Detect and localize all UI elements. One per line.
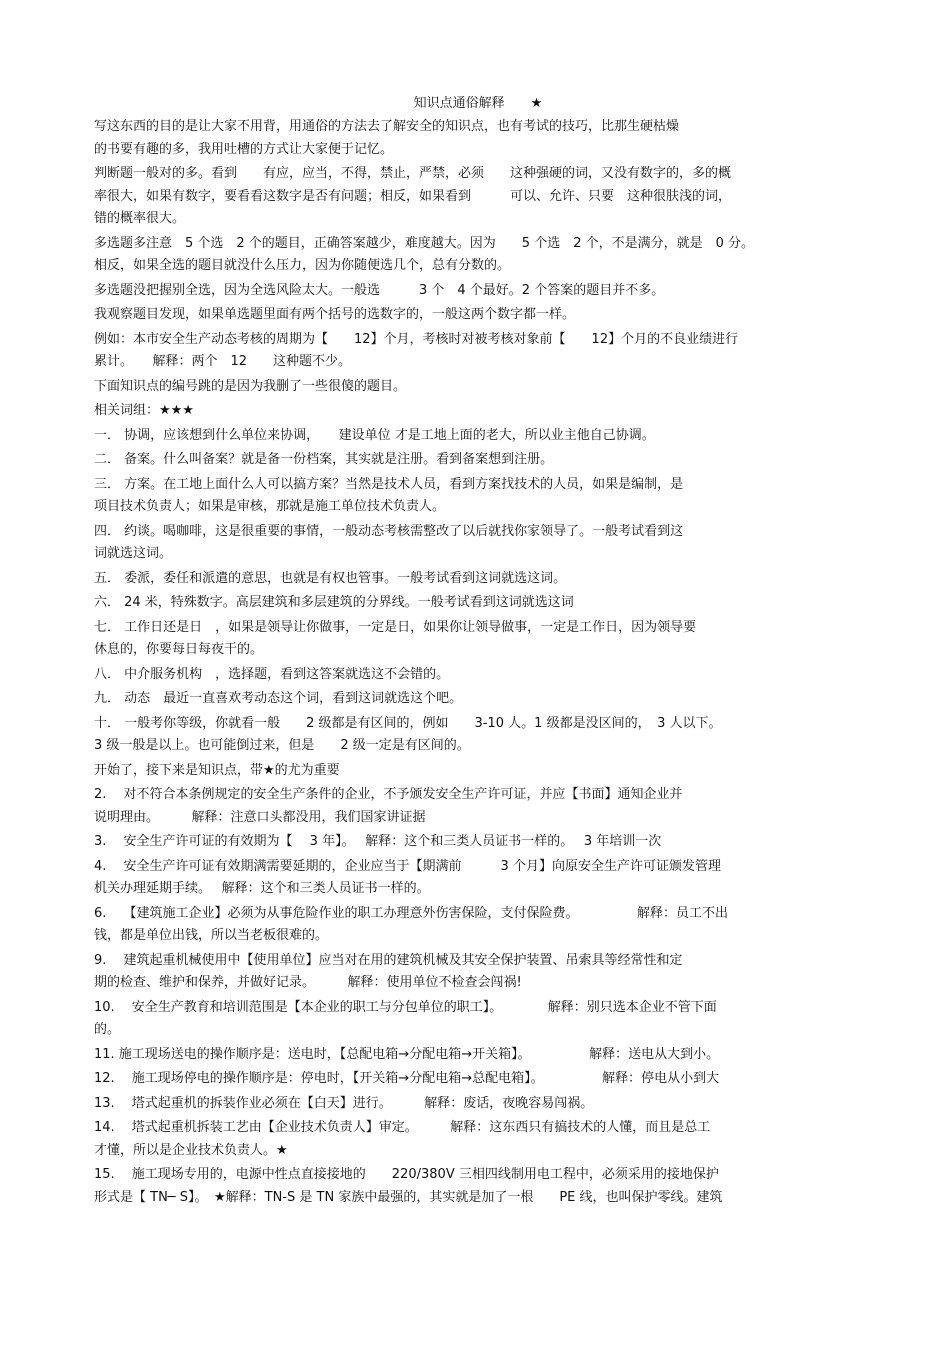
text-line: 错的概率很大。 [94,211,186,226]
paragraph [94,664,854,687]
text-line: 11. 施工现场送电的操作顺序是：送电时，【总配电箱→分配电箱→开关箱】。 解释：送电从大到小。 [94,1046,720,1062]
text-line: 相关词组：★★★ [94,403,194,418]
text-line: 期的检查、维护和保养，并做好记录。 解释：使用单位不检查会闯祸! [94,975,522,990]
paragraph [94,521,854,566]
paragraph [94,280,854,303]
text-line: 五． 委派，委任和派遣的意思，也就是有权也管事。一般考试看到这词就选这词。 [94,570,567,586]
text-line: 的书要有趣的多，我用吐槽的方式让大家便于记忆。 [94,141,394,157]
paragraph [94,163,854,231]
text-line: 10. 安全生产教育和培训范围是【本企业的职工与分包单位的职工】。 解释：别只选本企业不管下面 [94,999,717,1015]
text-line: 14. 塔式起重机拆装工艺由【企业技术负责人】审定。 解释：这东西只有搞技术的人懂，而且是总工 [94,1120,711,1135]
paragraph [94,856,854,901]
text-line: 13. 塔式起重机的拆装作业必须在【白天】进行。 解释：废话，夜晚容易闯祸。 [94,1095,594,1111]
paragraph [94,997,854,1042]
text-line: 休息的，你要每日每夜干的。 [94,642,264,657]
paragraph [94,760,854,783]
text-line: 八． 中介服务机构 ，选择题，看到这答案就选这不会错的。 [94,666,450,682]
text-line: 9. 建筑起重机械使用中【使用单位】应当对在用的建筑机械及其安全保护装置、吊索具等经常性和定 [94,952,683,968]
text-line: 六． 24 米，特殊数字。高层建筑和多层建筑的分界线。一般考试看到这词就选这词 [94,595,574,610]
paragraph [94,1164,854,1209]
paragraph [94,329,854,374]
paragraph [94,304,854,327]
paragraph [94,903,854,948]
text-line: 四． 约谈。喝咖啡，这是很重要的事情，一般动态考核需整改了以后就找你家领导了。一般考试看到这 [94,523,684,539]
paragraph [94,713,854,758]
text-line: 累计。 解释：两个 12 这种题不少。 [94,354,352,369]
text-line: 相反，如果全选的题目就没什么压力，因为你随便选几个，总有分数的。 [94,258,511,273]
text-line: 2. 对不符合本条例规定的安全生产条件的企业，不予颁发安全生产许可证，并应【书面】通知企业并 [94,787,683,802]
paragraph [94,1093,854,1116]
paragraph [94,592,854,615]
text-line: 开始了，接下来是知识点，带★的尤为重要 [94,762,340,778]
text-line: 词就选这词。 [94,546,173,561]
document-body [94,116,854,1211]
text-line: 钱，都是单位出钱，所以当老板很难的。 [94,928,329,943]
text-line: 形式是【 TN─ S】。 ★解释：TN-S 是 TN 家族中最强的，其实就是加了一根 PE 线，也叫保护零线。建筑 [94,1189,723,1205]
paragraph [94,568,854,591]
text-line: 例如：本市安全生产动态考核的周期为【 12】个月，考核时对被考核对象前【 12】个月的不良业绩进行 [94,331,739,347]
text-line: 二． 备案。什么叫备案？就是备一份档案，其实就是注册。看到备案想到注册。 [94,452,554,467]
text-line: 下面知识点的编号跳的是因为我删了一些很傻的题目。 [94,378,407,394]
text-line: 的。 [94,1022,121,1037]
text-line: 多选题没把握别全选，因为全选风险太大。一般选 3 个 4 个最好。2 个答案的题目并不多。 [94,282,665,298]
paragraph [94,831,854,854]
paragraph [94,400,854,423]
document-page [94,92,854,1211]
text-line: 一． 协调，应该想到什么单位来协调， 建设单位 才是工地上面的老大，所以业主他自己协调。 [94,427,655,443]
text-line: 项目技术负责人；如果是审核，那就是施工单位技术负责人。 [94,499,446,514]
paragraph [94,116,854,161]
paragraph [94,1068,854,1091]
paragraph [94,449,854,472]
paragraph [94,233,854,278]
text-line: 多选题多注意 5 个选 2 个的题目，正确答案越少，难度越大。因为 5 个选 2 个，不是满分，就是 0 分。 [94,235,755,251]
text-line: 我观察题目发现，如果单选题里面有两个括号的选数字的，一般这两个数字都一样。 [94,307,576,322]
paragraph [94,688,854,711]
paragraph [94,1044,854,1067]
paragraph [94,1117,854,1162]
text-line: 写这东西的目的是让大家不用背，用通俗的方法去了解安全的知识点，也有考试的技巧，比那生硬枯燥 [94,119,680,134]
text-line: 4. 安全生产许可证有效期满需要延期的，企业应当于【期满前 3 个月】向原安全生产许可证颁发管理 [94,858,721,874]
text-line: 判断题一般对的多。看到 有应，应当，不得，禁止，严禁，必须 这种强硬的词，又没有数字的，多的概 [94,166,732,181]
text-line: 说明理由。 解释：注意口头都没用，我们国家讲证据 [94,809,426,825]
text-line: 3 级一般是以上。也可能倒过来，但是 2 级一定是有区间的。 [94,738,470,753]
paragraph [94,784,854,829]
document-title: 知识点通俗解释 ★ [413,96,543,111]
text-line: 七． 工作日还是日 ，如果是领导让你做事，一定是日，如果你让领导做事，一定是工作日，因为领导要 [94,619,697,635]
text-line: 3. 安全生产许可证的有效期为【 3 年】。 解释：这个和三类人员证书一样的。 3 年培训一次 [94,834,662,849]
text-line: 才懂，所以是企业技术负责人。★ [94,1142,288,1158]
text-line: 6. 【建筑施工企业】必须为从事危险作业的职工办理意外伤害保险，支付保险费。 解释：员工不出 [94,905,729,921]
text-line: 15. 施工现场专用的，电源中性点直接接地的 220/380V 三相四线制用电工程中，必须采用的接地保护 [94,1167,719,1182]
paragraph [94,617,854,662]
text-line: 率很大，如果有数字，要看看这数字是否有问题；相反，如果看到 可以、允许、只要 这种很肤浅的词， [94,188,732,204]
text-line: 九． 动态 最近一直喜欢考动态这个词，看到这词就选这个吧。 [94,691,463,706]
text-line: 12. 施工现场停电的操作顺序是：停电时，【开关箱→分配电箱→总配电箱】。 解释：停电从小到大 [94,1071,720,1086]
text-line: 十． 一般考你等级，你就看一般 2 级都是有区间的，例如 3-10 人。1 级都是没区间的， 3 人以下。 [94,715,722,731]
paragraph [94,474,854,519]
paragraph [94,376,854,399]
text-line: 机关办理延期手续。 解释：这个和三类人员证书一样的。 [94,881,430,896]
paragraph [94,425,854,448]
paragraph [94,950,854,995]
text-line: 三． 方案。在工地上面什么人可以搞方案？当然是技术人员，看到方案找技术的人员，如果是编制，是 [94,476,684,492]
